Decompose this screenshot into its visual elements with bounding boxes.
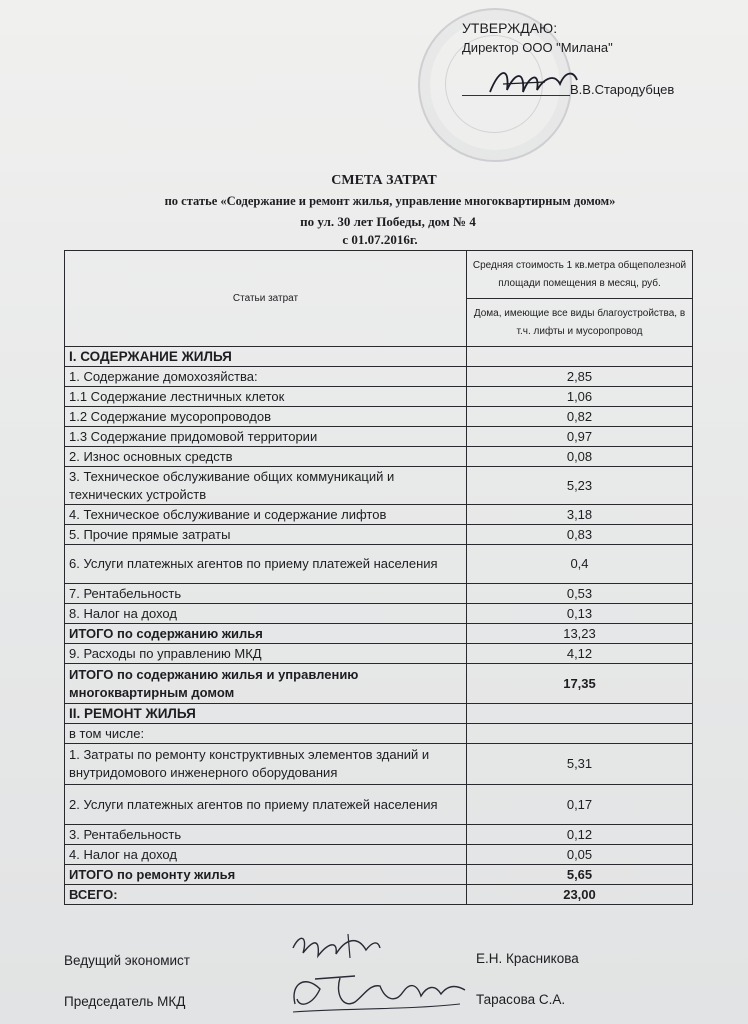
row-value: 0,17 [467, 785, 693, 825]
row-label: 5. Прочие прямые затраты [65, 525, 467, 545]
table-row [65, 845, 693, 865]
row-value: 17,35 [467, 664, 693, 704]
row-label: 1. Содержание домохозяйства: [65, 367, 467, 387]
row-value: 13,23 [467, 624, 693, 644]
row-value: 0,83 [467, 525, 693, 545]
row-label: 4. Налог на доход [65, 845, 467, 865]
cost-table [64, 250, 693, 905]
row-value: 0,53 [467, 584, 693, 604]
footer-name-economist: Е.Н. Красникова [476, 951, 579, 966]
row-value: 3,18 [467, 505, 693, 525]
table-row [65, 704, 693, 724]
table-row-grand-total [65, 885, 693, 905]
row-label: I. СОДЕРЖАНИЕ ЖИЛЬЯ [65, 347, 467, 367]
row-label: 9. Расходы по управлению МКД [65, 644, 467, 664]
table-row [65, 447, 693, 467]
table-row-total [65, 624, 693, 644]
table-row [65, 744, 693, 785]
row-value: 0,13 [467, 604, 693, 624]
row-value [467, 724, 693, 744]
row-label: ВСЕГО: [65, 885, 467, 905]
row-value: 4,12 [467, 644, 693, 664]
table-row [65, 825, 693, 845]
table-row [65, 467, 693, 505]
row-value: 5,31 [467, 744, 693, 785]
row-label: 1.2 Содержание мусоропроводов [65, 407, 467, 427]
row-label: 3. Техническое обслуживание общих коммуникаций и технических устройств [65, 467, 467, 505]
row-value: 0,12 [467, 825, 693, 845]
row-value: 23,00 [467, 885, 693, 905]
approval-signature-line [462, 95, 570, 96]
row-value: 5,23 [467, 467, 693, 505]
column-subheader-houses: Дома, имеющие все виды благоустройства, в т.ч. лифты и мусоропровод [467, 299, 693, 347]
footer-name-chairman: Тарасова С.А. [476, 992, 566, 1007]
table-row [65, 644, 693, 664]
row-label: в том числе: [65, 724, 467, 744]
chairman-signature [285, 964, 475, 1020]
row-value: 0,05 [467, 845, 693, 865]
table-row-total [65, 664, 693, 704]
row-label: ИТОГО по ремонту жилья [65, 865, 467, 885]
row-label: ИТОГО по содержанию жилья [65, 624, 467, 644]
table-row [65, 584, 693, 604]
table-row [65, 724, 693, 744]
row-value: 0,97 [467, 427, 693, 447]
approval-name: В.В.Стародубцев [570, 82, 675, 97]
table-row [65, 505, 693, 525]
table-row [65, 604, 693, 624]
approval-title: УТВЕРЖДАЮ: [462, 20, 558, 36]
column-header-cost: Средняя стоимость 1 кв.метра общеполезной площади помещения в месяц, руб. [467, 251, 693, 299]
table-row [65, 387, 693, 407]
row-value: 2,85 [467, 367, 693, 387]
footer-role-chairman: Председатель МКД [64, 994, 186, 1009]
row-label: 2. Износ основных средств [65, 447, 467, 467]
table-row [65, 407, 693, 427]
table-row [65, 367, 693, 387]
document-title: СМЕТА ЗАТРАТ [331, 173, 437, 188]
table-row [65, 785, 693, 825]
row-value: 0,08 [467, 447, 693, 467]
row-value: 1,06 [467, 387, 693, 407]
document-address: по ул. 30 лет Победы, дом № 4 [300, 214, 476, 229]
row-label: 1.3 Содержание придомовой территории [65, 427, 467, 447]
row-value [467, 347, 693, 367]
row-label: II. РЕМОНТ ЖИЛЬЯ [65, 704, 467, 724]
document-date: с 01.07.2016г. [342, 232, 418, 247]
table-row-total [65, 865, 693, 885]
row-label: 7. Рентабельность [65, 584, 467, 604]
table-row [65, 545, 693, 584]
row-label: 6. Услуги платежных агентов по приему платежей населения [65, 545, 467, 584]
row-label: 2. Услуги платежных агентов по приему платежей населения [65, 785, 467, 825]
row-value: 0,82 [467, 407, 693, 427]
table-row [65, 347, 693, 367]
row-label: 8. Налог на доход [65, 604, 467, 624]
approval-director: Директор ООО "Милана" [462, 40, 613, 55]
row-label: 1. Затраты по ремонту конструктивных элементов зданий и внутридомового инженерного оборудования [65, 744, 467, 785]
row-value: 5,65 [467, 865, 693, 885]
column-header-items: Статьи затрат [65, 251, 467, 347]
row-value: 0,4 [467, 545, 693, 584]
row-value [467, 704, 693, 724]
table-row [65, 525, 693, 545]
row-label: ИТОГО по содержанию жилья и управлению многоквартирным домом [65, 664, 467, 704]
row-label: 4. Техническое обслуживание и содержание лифтов [65, 505, 467, 525]
row-label: 1.1 Содержание лестничных клеток [65, 387, 467, 407]
row-label: 3. Рентабельность [65, 825, 467, 845]
footer-role-economist: Ведущий экономист [64, 953, 190, 968]
economist-signature [288, 928, 383, 968]
document-subtitle: по статье «Содержание и ремонт жилья, управление многоквартирным домом» [164, 194, 616, 208]
table-row [65, 427, 693, 447]
